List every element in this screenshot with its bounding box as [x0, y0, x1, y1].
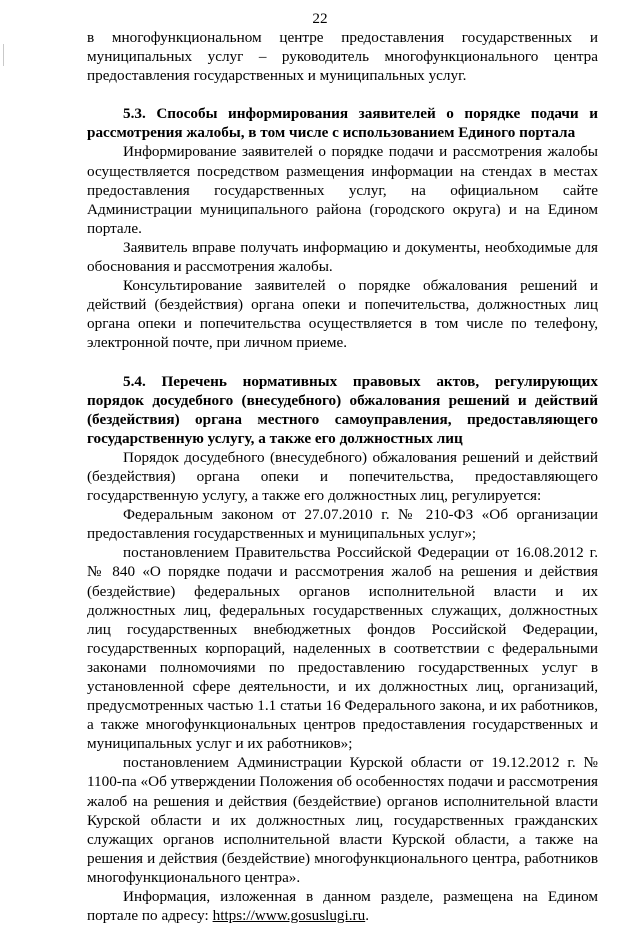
page-number: 22 [312, 10, 328, 27]
gosuslugi-link[interactable]: https://www.gosuslugi.ru [212, 907, 366, 925]
paragraph-portal-info [87, 887, 598, 925]
paragraph-mfc-head: в многофункциональном центре предоставления государственных и муниципальных услуг – руководитель многофункционального центра предоставления государственных и муниципальных услуг. [87, 29, 598, 85]
paragraph-government-resolution: постановлением Правительства Российской Федерации от 16.08.2012 г. № 840 «О порядке подачи и рассмотрения жалоб на решения и действия (бездействие) федеральных органов исполнительной власти и их должностных лиц, федеральных государственных служащих, должностных лиц государственных внебюджетных фондов Российской Федерации, государственных корпораций, наделенных в соответствии с федеральными законами полномочиями по предоставлению государственных услуг в установленной сфере деятельности, и их должностных лиц, организаций, предусмотренных частью 1.1 статьи 16 Федерального закона, и их работников, а также многофункциональных центров предоставления государственных и муниципальных услуг и их работников»; [87, 544, 598, 753]
paragraph-appeal-order: Порядок досудебного (внесудебного) обжалования решений и действий (бездействия) органа опеки и попечительства, предоставляющего государственную услугу, а также его должностных лиц, регулируется: [87, 448, 598, 505]
portal-info-text: Информация, изложенная в данном разделе, размещена на Едином портале по адресу: [87, 888, 598, 925]
section-heading-5-3: 5.3. Способы информирования заявителей о порядке подачи и рассмотрения жалобы, в том числе с использованием Единого портала [87, 105, 598, 142]
paragraph-right-to-info: Заявитель вправе получать информацию и документы, необходимые для обоснования и рассмотрения жалобы. [87, 238, 598, 276]
paragraph-informing: Информирование заявителей о порядке подачи и рассмотрения жалобы осуществляется посредством размещения информации на стендах в местах предоставления государственных услуг, на официальном сайте Администрации муниципального района (городского округа) и на Едином портале. [87, 143, 598, 237]
paragraph-consulting: Консультирование заявителей о порядке обжалования решений и действий (бездействия) органа опеки и попечительства, должностных лиц органа опеки и попечительства осуществляется в том числе по телефону, электронной почте, при личном приеме. [87, 277, 598, 352]
scan-edge-mark [3, 44, 8, 66]
section-heading-5-4: 5.4. Перечень нормативных правовых актов, регулирующих порядок досудебного (внесудебного) обжалования решений и действий (бездействия) органа местного самоуправления, предоставляющего государственную услугу, а также его должностных лиц [87, 372, 598, 447]
paragraph-federal-law: Федеральным законом от 27.07.2010 г. № 210-ФЗ «Об организации предоставления государственных и муниципальных услуг»; [87, 506, 598, 543]
paragraph-kursk-resolution: постановлением Администрации Курской области от 19.12.2012 г. № 1100-па «Об утверждении Положения об особенностях подачи и рассмотрения жалоб на решения и действия (бездействие) органов исполнительной власти Курской области и их должностных лиц, государственных гражданских служащих органов исполнительной власти Курской области, а также на решения и действия (бездействие) многофункционального центра, работников многофункционального центра». [87, 754, 598, 886]
document-body [87, 28, 598, 925]
portal-info-end: . [365, 907, 369, 925]
